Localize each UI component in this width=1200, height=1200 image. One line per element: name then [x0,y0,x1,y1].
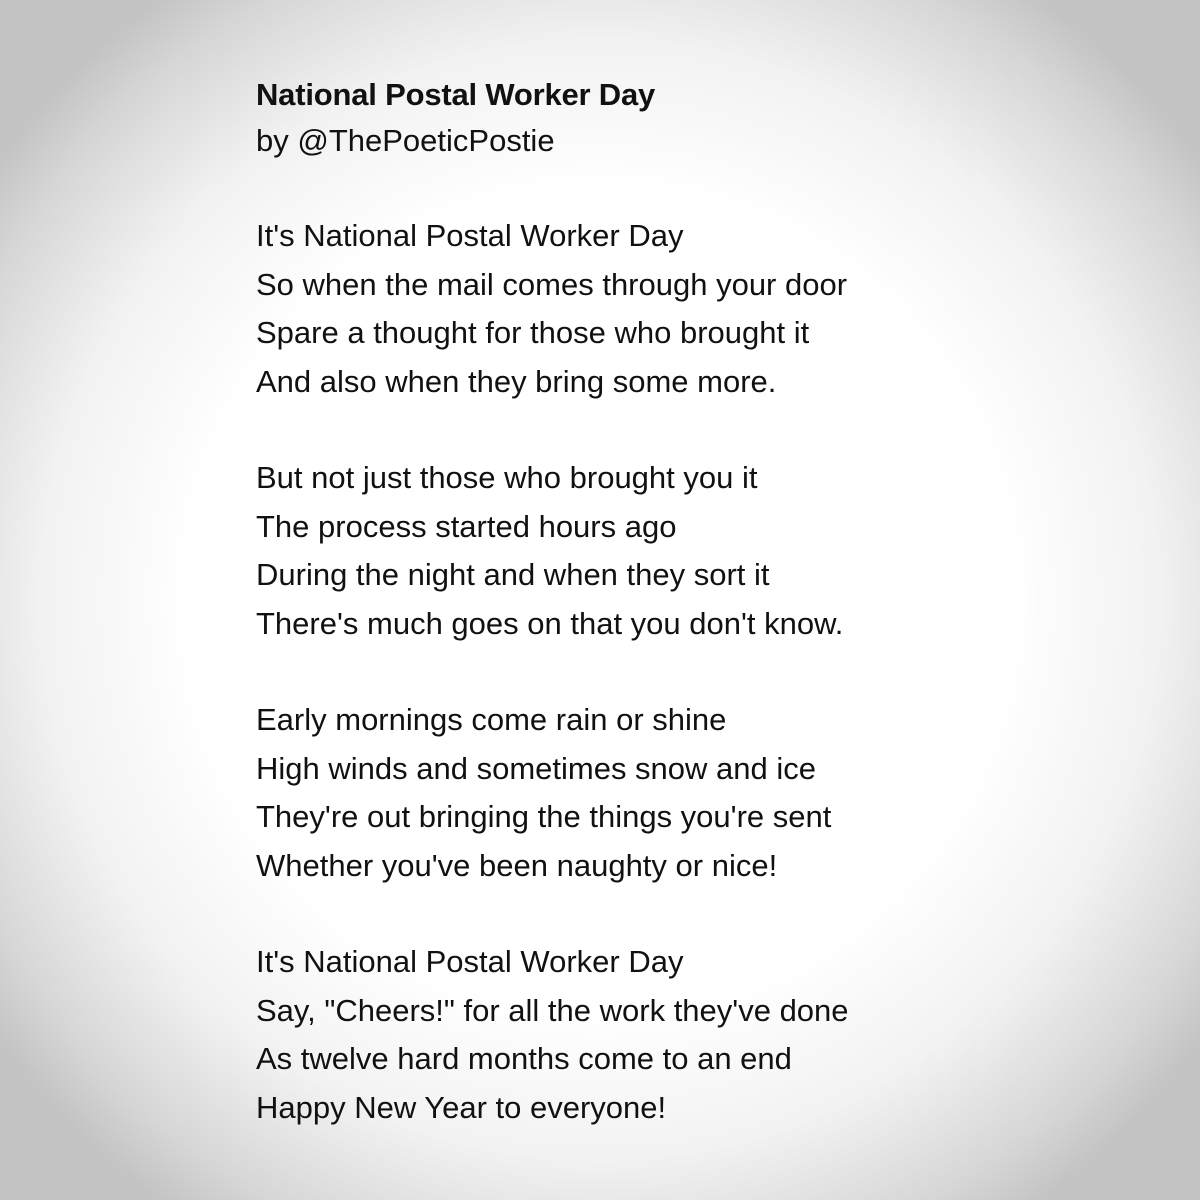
poem-line: As twelve hard months come to an end [256,1041,792,1076]
poem-line: During the night and when they sort it [256,557,770,592]
poem-card [256,72,1156,1132]
poem-title: National Postal Worker Day [256,77,656,112]
poem-line: Early mornings come rain or shine [256,702,727,737]
stanza-4 [256,938,1156,1132]
stanza-2 [256,454,1156,648]
poem-line: There's much goes on that you don't know. [256,605,844,641]
poem-line: Whether you've been naughty or nice! [256,847,778,883]
poem-line: They're out bringing the things you're sent [256,799,832,834]
poem-line: But not just those who brought you it [256,460,758,495]
poem-byline: by @ThePoeticPostie [256,123,555,158]
poem-line: It's National Postal Worker Day [256,944,684,979]
stanza-3 [256,696,1156,890]
poem-line: High winds and sometimes snow and ice [256,750,816,786]
poem-line: The process started hours ago [256,508,677,544]
poem-line: So when the mail comes through your door [256,266,848,302]
poem-line: It's National Postal Worker Day [256,218,684,253]
poem-line: Spare a thought for those who brought it [256,315,810,350]
stanza-1 [256,212,1156,406]
poem-line: And also when they bring some more. [256,363,777,399]
poem-line: Say, "Cheers!" for all the work they've done [256,992,849,1028]
poem-line: Happy New Year to everyone! [256,1089,667,1125]
